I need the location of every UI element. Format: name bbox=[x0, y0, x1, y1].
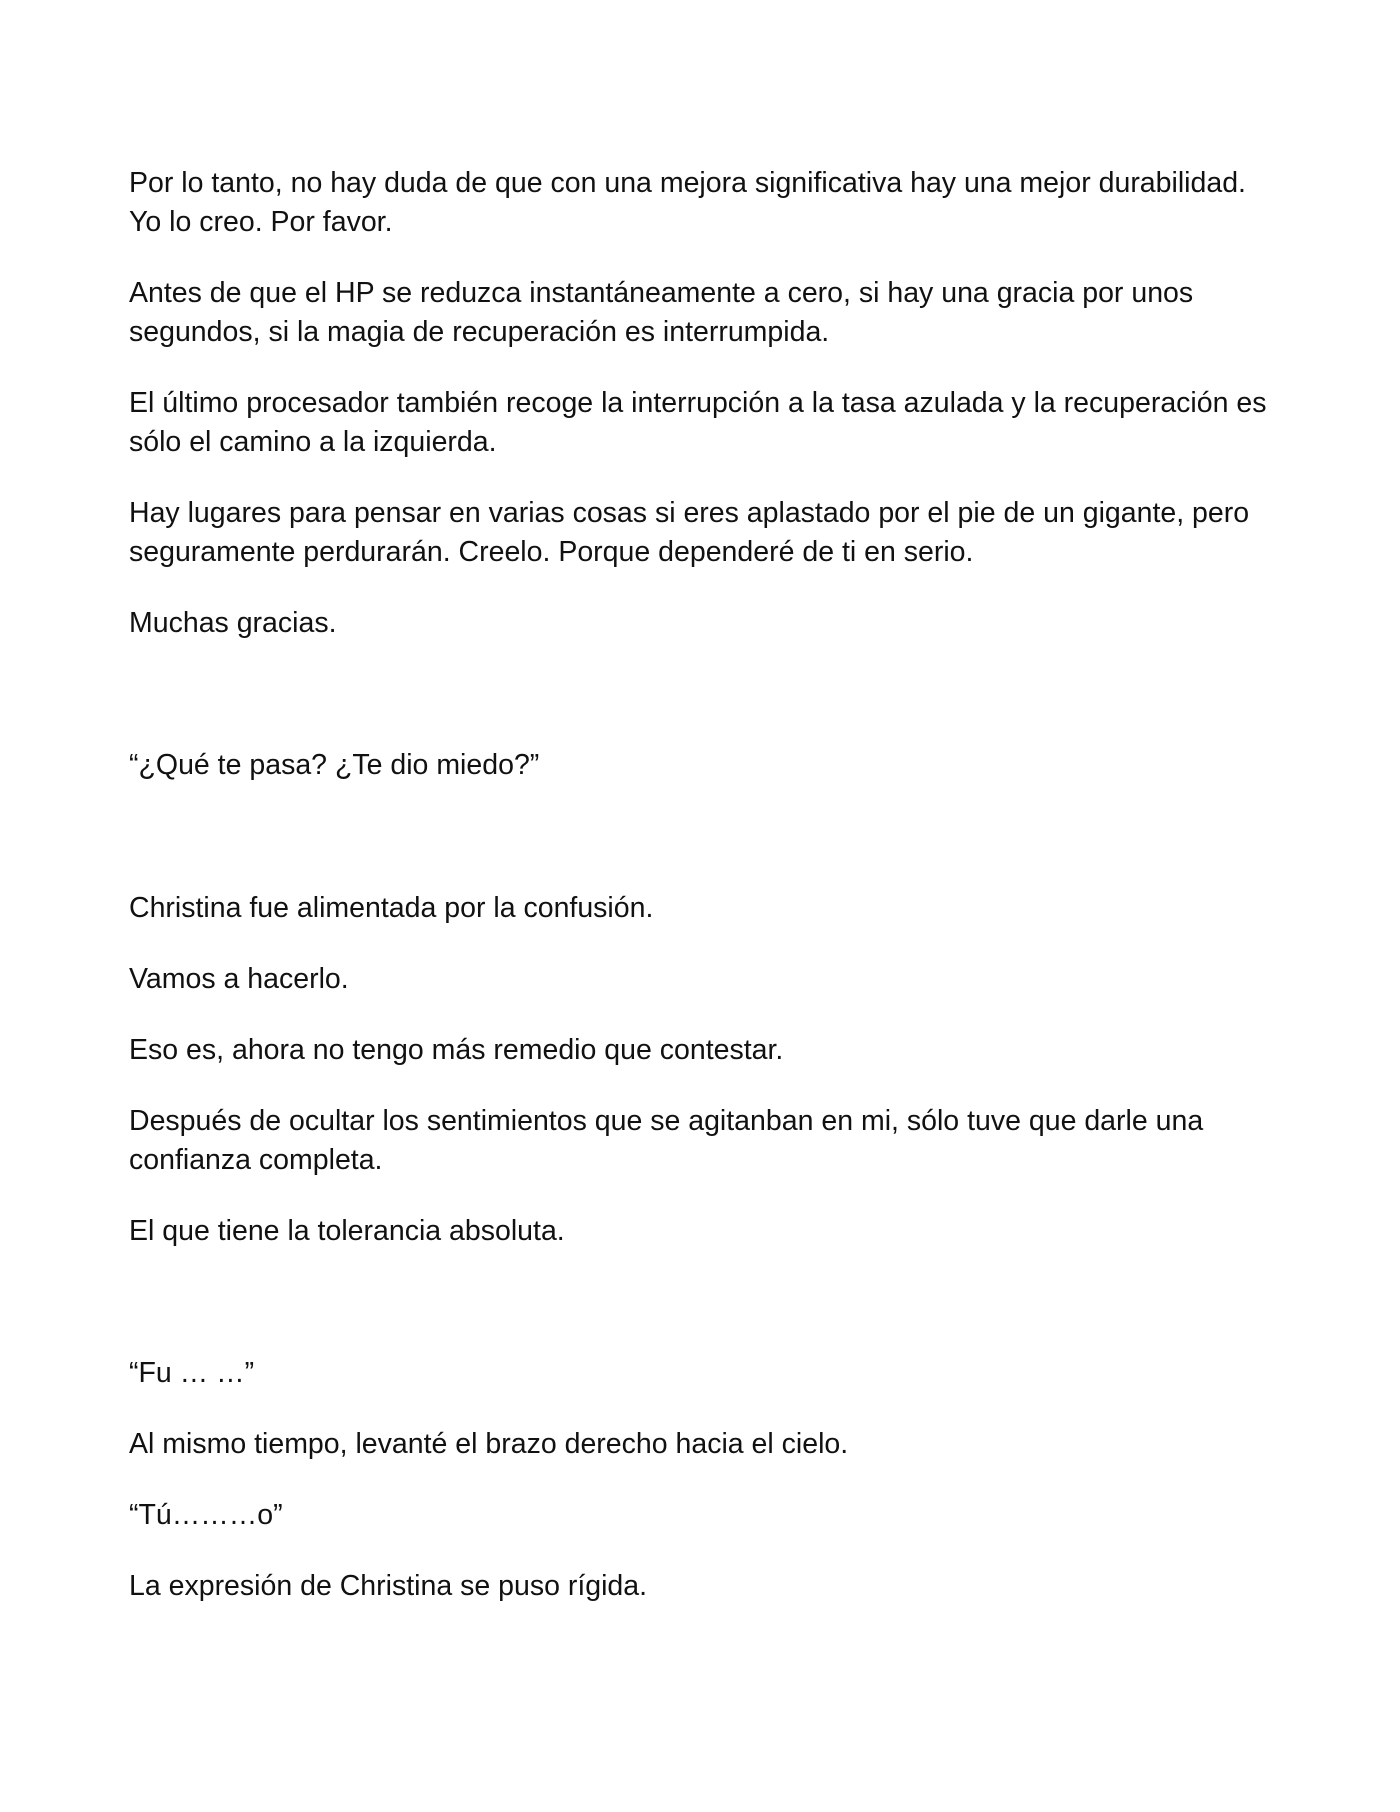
paragraph-5: Muchas gracias. bbox=[129, 607, 337, 639]
paragraph-2: Antes de que el HP se reduzca instantáneamente a cero, si hay una gracia por unos segundos, si la magia de recuperación es interrumpida. bbox=[129, 277, 1194, 348]
document-body bbox=[129, 164, 1279, 1606]
paragraph-4: Hay lugares para pensar en varias cosas si eres aplastado por el pie de un gigante, pero seguramente perdurarán. Creelo. Porque dependeré de ti en serio. bbox=[129, 497, 1250, 568]
dialogue-2: “Fu … …” bbox=[129, 1357, 255, 1389]
paragraph-1: Por lo tanto, no hay duda de que con una mejora significativa hay una mejor durabilidad. Yo lo creo. Por favor. bbox=[129, 167, 1246, 238]
paragraph-8: Eso es, ahora no tengo más remedio que contestar. bbox=[129, 1034, 784, 1066]
paragraph-3: El último procesador también recoge la interrupción a la tasa azulada y la recuperación es sólo el camino a la izquierda. bbox=[129, 387, 1267, 458]
paragraph-11: Al mismo tiempo, levanté el brazo derecho hacia el cielo. bbox=[129, 1428, 849, 1460]
dialogue-3: “Tú………o” bbox=[129, 1499, 283, 1531]
paragraph-6: Christina fue alimentada por la confusión. bbox=[129, 892, 654, 924]
paragraph-9: Después de ocultar los sentimientos que se agitanban en mi, sólo tuve que darle una confianza completa. bbox=[129, 1105, 1204, 1176]
paragraph-12: La expresión de Christina se puso rígida. bbox=[129, 1570, 648, 1602]
paragraph-10: El que tiene la tolerancia absoluta. bbox=[129, 1215, 565, 1247]
paragraph-7: Vamos a hacerlo. bbox=[129, 963, 349, 995]
dialogue-1: “¿Qué te pasa? ¿Te dio miedo?” bbox=[129, 749, 540, 781]
